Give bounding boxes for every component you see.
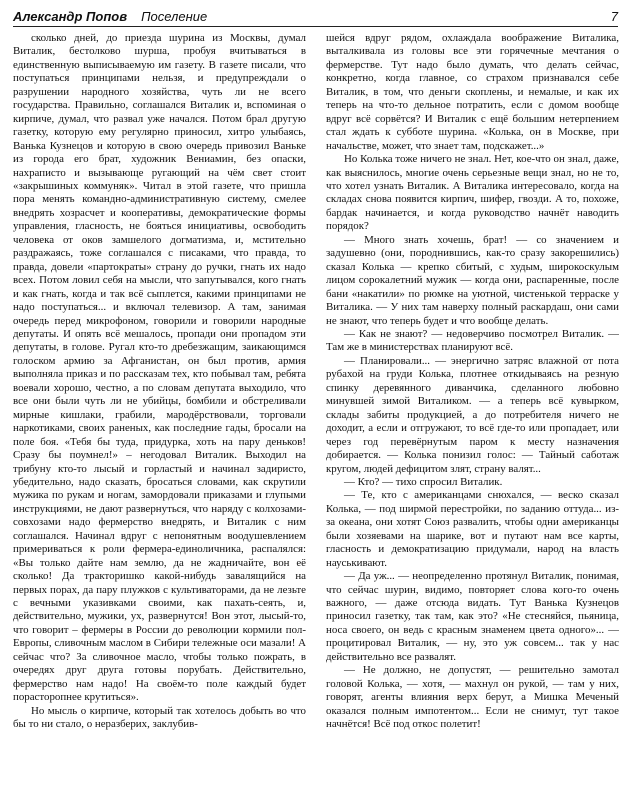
text-column-left	[13, 32, 306, 794]
paragraph: — Те, кто с американцами снюхался, — веско сказал Колька, — под ширмой перестройки, по заданию оттуда... из-за океана, они хотят Союз развалить, чтобы одни американцы были хозяевами на шарике, вот и путают нам все карты, гласность и демократизацию придумали, народ на власть науськивают.	[326, 489, 619, 569]
header-book-title: Поселение	[141, 9, 208, 24]
text-column-right	[326, 32, 619, 794]
paragraph: Но мысль о кирпиче, который так хотелось добыть во что бы то ни стало, о неразберих, заклубив-	[13, 704, 306, 731]
paragraph: — Кто? — тихо спросил Виталик.	[344, 475, 503, 488]
running-header	[13, 4, 618, 27]
paragraph: — Много знать хочешь, брат! — со значением и задушевно (они, породнившись, как-то сразу закорешились) сказал Колька — крепко сбитый, с худым, широкоскулым лицом сорокалетний мужик — когда они, распаренные, после бани «накатили» по рюмке на уютной, чистенькой терраске у Виталика. — У них там наверху полный раскардаш, они сами не знают, что теперь будет и что вообще делать.	[326, 233, 619, 327]
paragraph-continued: шейся вдруг рядом, охлаждала воображение Виталика, выталкивала из головы все эти горячечные мечтания о фермерстве. Тут надо было думать, что делать сейчас, конкретно, когда главное, со страхом признавался себе Виталик, в том, что деньги скоплены, и немалые, и как их теперь на что-то дельное потратить, если с домом вообще вдруг всё сорвётся? И Виталик с ещё большим нетерпением стал ждать к субботе шурина. «Колька, он в Москве, при начальстве, может, что знает там, подскажет...»	[326, 32, 619, 152]
paragraph: — Не должно, не допустят, — решительно замотал головой Колька, — хотя, — махнул он рукой, — там у них, говорят, агенты влияния верх берут, а Мишка Меченый оказался полным импотентом... Если не снимут, тут такое начнётся! Всё под откос полетит!	[326, 664, 619, 731]
paragraph: — Да уж... — неопределенно протянул Виталик, понимая, что сейчас шурин, видимо, повторяет слова кого-то очень важного, — даже отсюда видать. Тут Ванька Кузнецов приносил газетку, так там, как это? «Не стесняйся, пьяница, носа своего, он ведь с красным знаменем цвета одного»... — процитировал Виталик, — ну, это уж совсем... так у нас действительно все развалят.	[326, 570, 619, 663]
header-author: Александр Попов	[13, 9, 128, 24]
paragraph: — Как не знают? — недоверчиво посмотрел Виталик. — Там же в министерствах планируют всё.	[326, 327, 619, 354]
paragraph: Но Колька тоже ничего не знал. Нет, кое-что он знал, даже, как выяснилось, многие очень серьезные вещи знал, но не то, что хотел узнать Виталик. А Виталика интересовало, когда на складах снова появится кирпич, шифер, гвозди. А то, похоже, бардак начинается, и когда руководство начнёт наводить порядок?	[326, 153, 619, 233]
paragraph: сколько дней, до приезда шурина из Москвы, думал Виталик, бестолково шурша, пробуя вчитываться в единственную выписываемую им газету. В газете писали, что поступаться принципами нельзя, и предупреждали о разрушении народного хозяйства, чуть ли не всего государства. Правильно, соглашался Виталик и, вспоминая о кирпиче, думал, что развал уже начался. Потом брал другую газетку, которую ему регулярно приносил, хитро улыбаясь, Ванька Кузнецов и которую в свою очередь привозил Ваньке из города его брат, художник Вениамин, без опаски, нахраписто и вызывающе ругающий на чём свет стоит «закрышиных коммуняк». Читал в этой газете, что пришла пора менять командно-административную систему, смелее внедрять хозрасчет и кооперативы, демократические формы управления, гласность, не бояться инициативы, освободить человека от оков замшелого догматизма, и, мстительно раздражаясь, тоже соглашался с писаками, что правда, то правда, довели «партократы» страну до ручки, гнать их надо всех. Потом ловил себя на мысли, что запутывался, кого гнать и как гнать, когда и так всё сыплется, какими принципами не надо поступаться... и включал телевизор. А там, занимая очередь перед микрофоном, говорили и говорили народные депутаты. И опять всё мешалось, пропади они пропадом эти депутаты, в голове. Ругал кто-то дребезжащим, заикающимся голоском армию за Афганистан, он был против, армия выполняла приказ и по рассказам тех, кто побывал там, ребята воевали хорошо, честно, а по словам депутата выходило, что все они были чуть ли не убийцы, бомбили и обстреливали мирные кишлаки, грабили, мародёрствовали, торговали наркотиками, своих раненых, как последние гады, бросали на поле боя. «Тебя бы туда, придурка, хоть на пару деньков! Сразу бы поумнел!» – негодовал Виталик. Выходил на трибуну кто-то лысый и горластый и начинал задиристо, убедительно, надо сказать, бросаться словами, как скрутили мужика по рукам и ногам, замордовали приказами и глупыми инструкциями, не дают развернуться, что наряду с колхозами-совхозами надо фермерство внедрять, и Виталик с ним соглашался. Начинал вдруг с непонятным воодушевлением примериваться к роли фермера-единоличника, распалялся: «Вы только дайте нам землю, да не жадничайте, вон её сколько! Да тракторишко какой-нибудь завалящийся на первых порах, да пару плужков с культиваторами, да не лезьте с вечными указивками своими, как пахать-сеять, и, действительно, мужики, ух, развернутся! Вон этот, лысый-то, что говорит – фермеры в России до революции кормили пол-Европы, сливочным маслом в Сибири тележные оси мазали! А сейчас что? За сливочное масло, чтобы только пожрать, в очередях друг друга готовы порубать. Действительно, фермерство нам надо! На своём-то поле каждый будет порасторопнее крутиться».	[13, 32, 306, 704]
page-number: 7	[610, 9, 618, 24]
paragraph: — Планировали... — энергично затряс влажной от пота рубахой на груди Колька, плотнее откидываясь на резную спинку деревянного диванчика, сделанного любовно минувшей зимой Виталиком. — а теперь всё кувырком, склады забиты продукцией, а до потребителя ничего не доходит, а если и отгружают, то всё где-то или пропадает, или через год перевёрнутым паром к месту назначения добирается. — Колька понизил голос: — Тайный саботаж кругом, людей дефицитом злят, страну валят...	[326, 354, 619, 475]
